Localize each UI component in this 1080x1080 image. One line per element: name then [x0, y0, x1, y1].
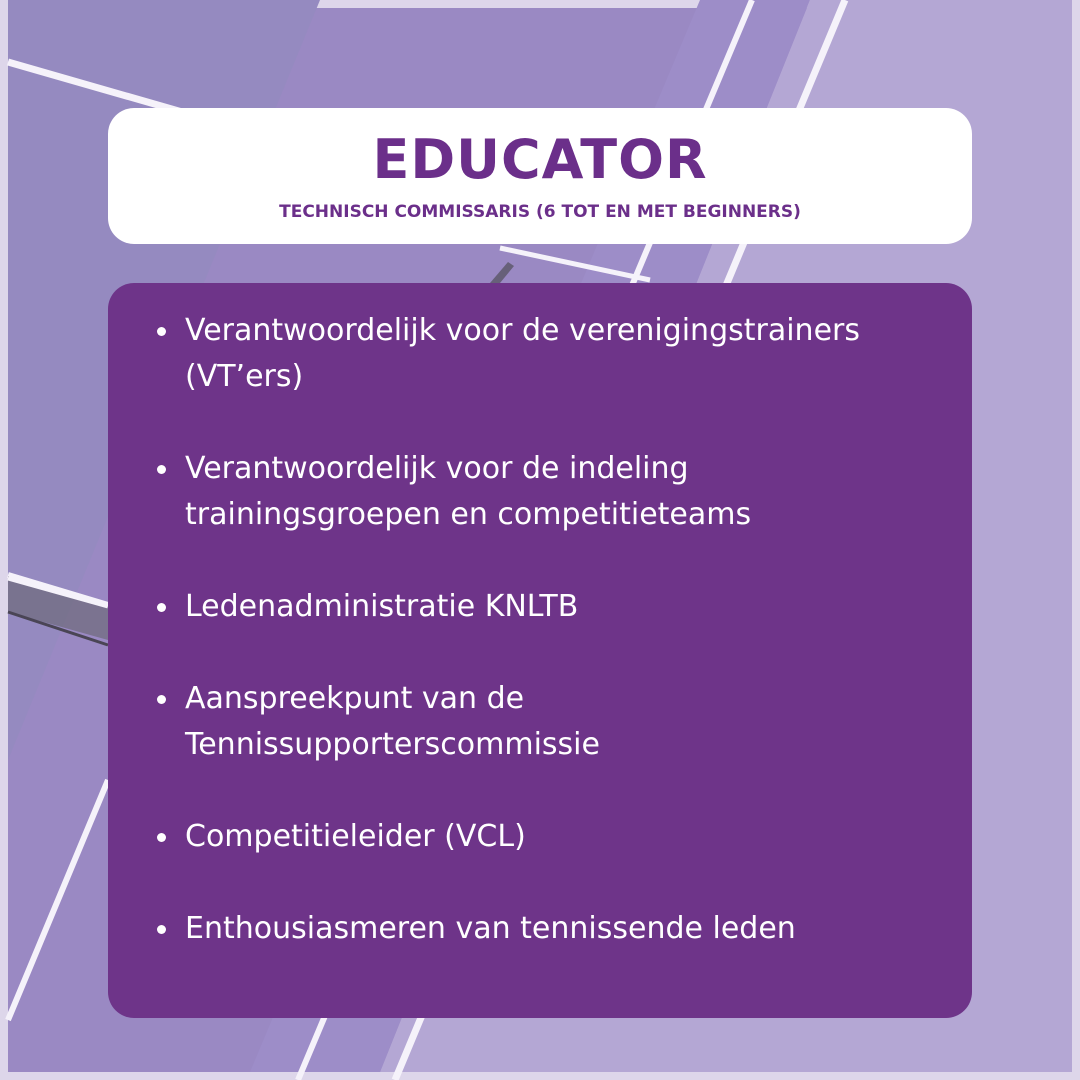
bullet-icon — [157, 327, 166, 336]
duty-item — [155, 906, 955, 952]
duty-item — [155, 308, 955, 400]
duty-line: Competitieleider (VCL) — [185, 819, 526, 854]
duty-line: Verantwoordelijk voor de verenigingstrainers — [185, 313, 860, 348]
duty-line: Enthousiasmeren van tennissende leden — [185, 911, 796, 946]
duty-item — [155, 446, 955, 538]
duty-line: Aanspreekpunt van de — [185, 681, 525, 716]
bullet-icon — [157, 695, 166, 704]
duty-line: Ledenadministratie KNLTB — [185, 589, 579, 624]
page-subtitle: TECHNISCH COMMISSARIS (6 TOT EN MET BEGINNERS) — [279, 202, 801, 222]
page-title: EDUCATOR — [372, 128, 708, 191]
duty-line: (VT’ers) — [185, 359, 304, 394]
duty-item — [155, 584, 955, 630]
bullet-icon — [157, 925, 166, 934]
bullet-icon — [157, 465, 166, 474]
duty-line: trainingsgroepen en competitieteams — [185, 497, 752, 532]
duty-item — [155, 814, 955, 860]
bullet-icon — [157, 603, 166, 612]
duty-line: Tennissupporterscommissie — [185, 727, 600, 762]
duty-line: Verantwoordelijk voor de indeling — [185, 451, 689, 486]
bullet-icon — [157, 833, 166, 842]
duty-item — [155, 676, 955, 768]
duties-list — [155, 308, 955, 952]
